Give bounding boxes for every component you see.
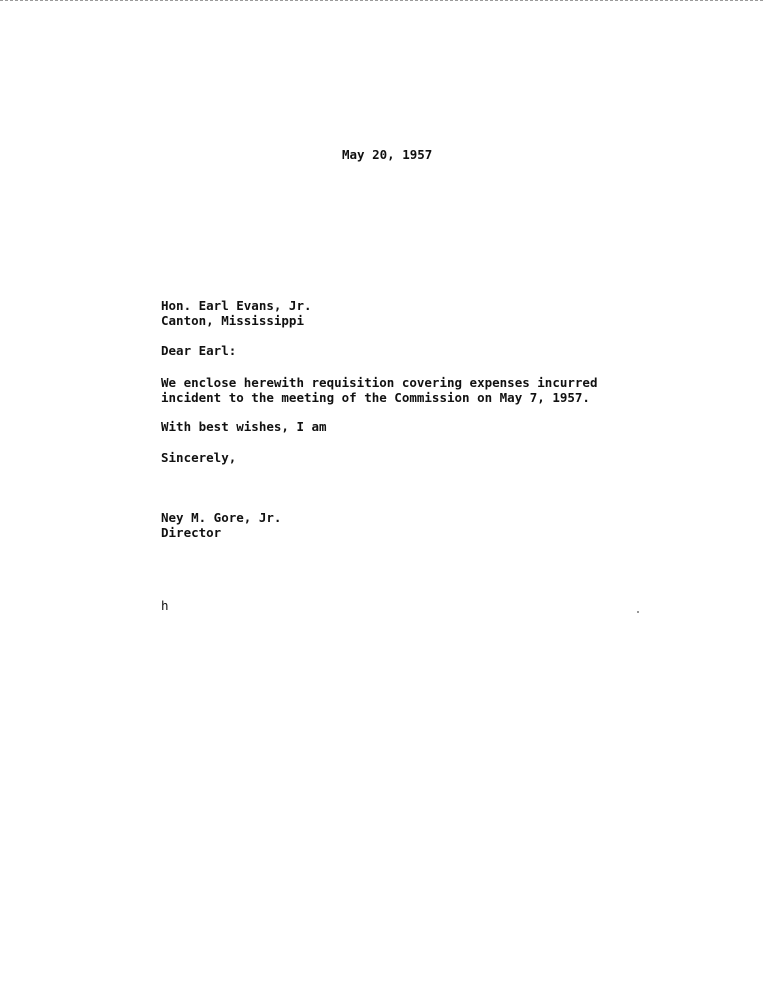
body-line-1: We enclose herewith requisition covering expenses incurred bbox=[161, 375, 598, 390]
letter-date: May 20, 1957 bbox=[342, 147, 433, 162]
signer-name: Ney M. Gore, Jr. bbox=[161, 510, 282, 525]
recipient-location: Canton, Mississippi bbox=[161, 313, 304, 328]
body-line-2: incident to the meeting of the Commission on May 7, 1957. bbox=[161, 390, 590, 405]
signer-title: Director bbox=[161, 525, 222, 540]
valediction: Sincerely, bbox=[161, 450, 237, 465]
paper-speck bbox=[637, 611, 639, 613]
salutation: Dear Earl: bbox=[161, 343, 237, 358]
typist-initials: h bbox=[161, 598, 169, 613]
closing-wishes: With best wishes, I am bbox=[161, 419, 327, 434]
recipient-name: Hon. Earl Evans, Jr. bbox=[161, 298, 312, 313]
